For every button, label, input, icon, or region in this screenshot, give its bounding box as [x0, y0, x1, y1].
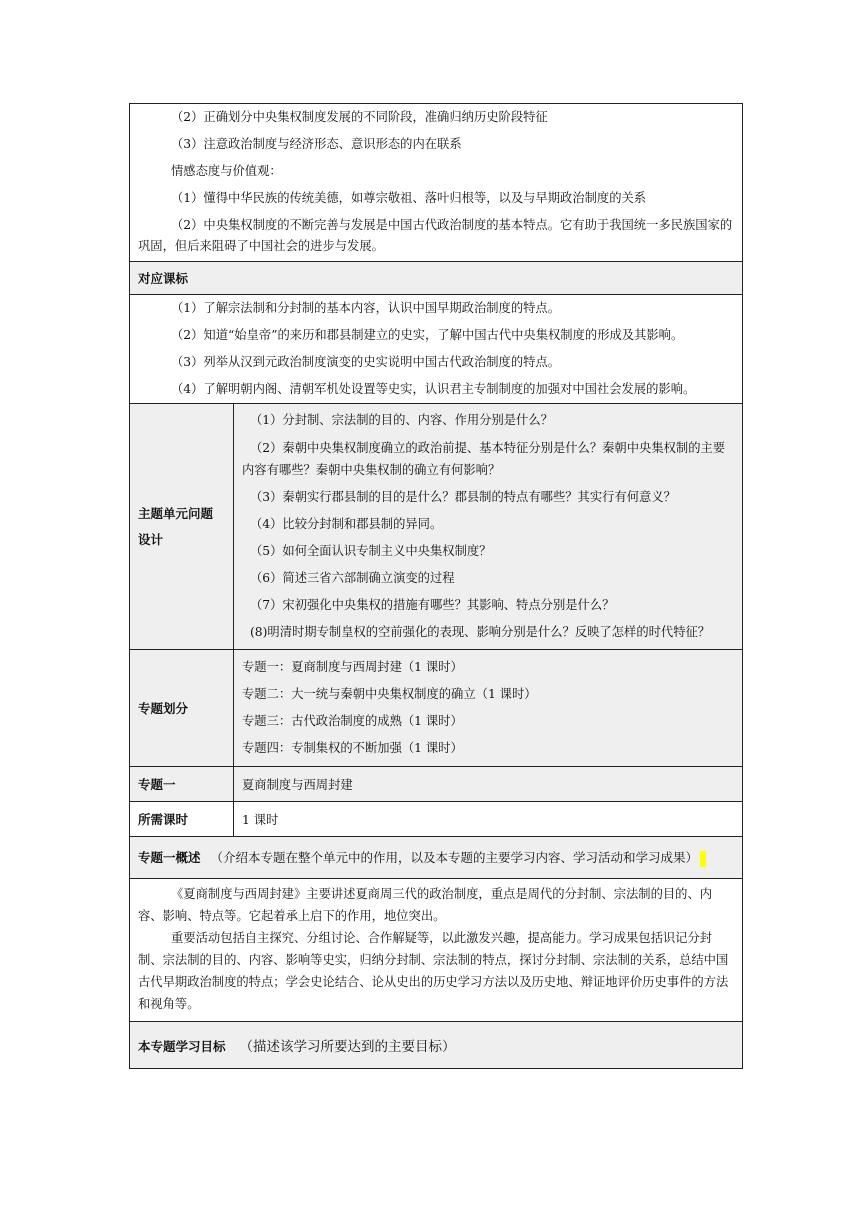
standards-header-row: [130, 262, 743, 295]
text-highlight-mark: [700, 851, 706, 867]
standard-item: （2）知道“始皇帝”的来历和郡县制建立的史实，了解中国古代中央集权制度的形成及其影响。: [171, 328, 684, 342]
objective-line: （1）懂得中华民族的传统美德，如尊宗敬祖、落叶归根等，以及与早期政治制度的关系: [171, 191, 647, 205]
question-item: （3）秦朝实行郡县制的目的是什么？郡县制的特点有哪些？其实行有何意义？: [250, 490, 676, 504]
question-item: （4）比较分封制和郡县制的异同。: [250, 517, 443, 531]
topic-item: 专题一：夏商制度与西周封建（1 课时）: [242, 660, 463, 674]
lesson-plan-table: [129, 103, 743, 1069]
standards-label: 对应课标: [130, 262, 743, 295]
questions-row: [130, 404, 743, 650]
hours-value: 1 课时: [234, 802, 743, 837]
topics-label: 专题划分: [130, 650, 234, 767]
topic1-label: 专题一: [130, 767, 234, 802]
goals-header-row: [130, 1021, 743, 1068]
topics-row: [130, 650, 743, 767]
hours-label: 所需课时: [130, 802, 234, 837]
question-item: （7）宋初强化中央集权的措施有哪些？其影响、特点分别是什么？: [250, 598, 615, 612]
standard-item: （4）了解明朝内阁、清朝军机处设置等史实，认识君主专制制度的加强对中国社会发展的影响。: [171, 382, 696, 396]
hours-row: [130, 802, 743, 837]
topic1-value: 夏商制度与西周封建: [234, 767, 743, 802]
overview-label: 专题一概述: [138, 850, 201, 865]
question-item: (8)明清时期专制皇权的空前强化的表现、影响分别是什么？反映了怎样的时代特征？: [250, 625, 711, 639]
topic-item: 专题四：专制集权的不断加强（1 课时）: [242, 741, 463, 755]
topic1-row: [130, 767, 743, 802]
overview-header-row: [130, 837, 743, 879]
question-item: （6）简述三省六部制确立演变的过程: [250, 571, 455, 585]
lesson-plan-document: [129, 103, 742, 1069]
question-item: （1）分封制、宗法制的目的、内容、作用分别是什么？: [250, 413, 553, 427]
questions-label: 主题单元问题设计: [130, 404, 234, 650]
attitude-heading: 情感态度与价值观：: [171, 164, 282, 178]
overview-row: [130, 878, 743, 1021]
objectives-continuation-row: [130, 104, 743, 262]
objective-line: （2）正确划分中央集权制度发展的不同阶段，准确归纳历史阶段特征: [171, 110, 548, 124]
standard-item: （3）列举从汉到元政治制度演变的史实说明中国古代政治制度的特点。: [171, 355, 561, 369]
goals-note: （描述该学习所要达到的主要目标）: [239, 1038, 456, 1055]
standards-row: [130, 295, 743, 404]
overview-paragraph: 《夏商制度与西周封建》主要讲述夏商周三代的政治制度，重点是周代的分封制、宗法制的目的、内容、影响、特点等。它起着承上启下的作用，地位突出。: [138, 886, 713, 923]
objective-line: （3）注意政治制度与经济形态、意识形态的内在联系: [171, 137, 462, 151]
overview-note: （介绍本专题在整个单元中的作用，以及本专题的主要学习内容、学习活动和学习成果）: [210, 850, 699, 865]
standard-item: （1）了解宗法制和分封制的基本内容，认识中国早期政治制度的特点。: [171, 301, 561, 315]
goals-label: 本专题学习目标: [138, 1038, 226, 1054]
objective-paragraph: （2）中央集权制度的不断完善与发展是中国古代政治制度的基本特点。它有助于我国统一多民族国家的巩固，但后来阻碍了中国社会的进步与发展。: [138, 218, 733, 253]
overview-paragraph: 重要活动包括自主探究、分组讨论、合作解疑等，以此激发兴趣，提高能力。学习成果包括识记分封制、宗法制的目的、内容、影响等史实，归纳分封制、宗法制的特点，探讨分封制、宗法制的关系，总结中国古代早期政治制度的特点；学会史论结合、论从史出的历史学习方法以及历史地、辩证地评价历史事件的方法和视角等。: [138, 930, 729, 1011]
topic-item: 专题二：大一统与秦朝中央集权制度的确立（1 课时）: [242, 687, 537, 701]
topic-item: 专题三：古代政治制度的成熟（1 课时）: [242, 714, 463, 728]
question-item: （2）秦朝中央集权制度确立的政治前提、基本特征分别是什么？秦朝中央集权制的主要内容有哪些？秦朝中央集权制的确立有何影响？: [242, 441, 726, 477]
question-item: （5）如何全面认识专制主义中央集权制度？: [250, 544, 492, 558]
